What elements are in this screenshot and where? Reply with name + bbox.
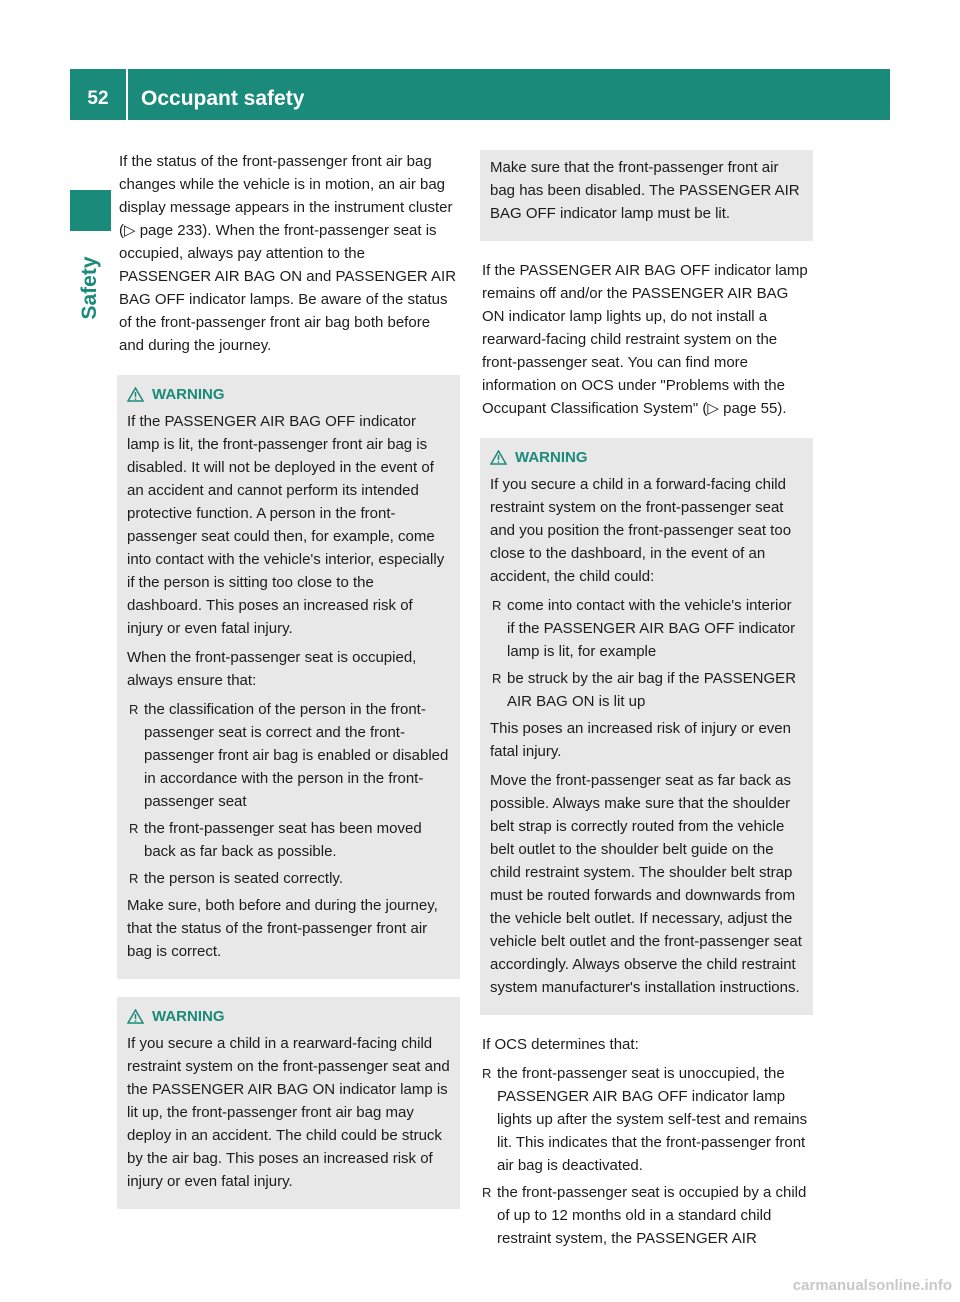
list-item: R the classification of the person in the front-passenger seat is correct and the front-passenger front air bag is enabled or disabled in accordance with the person in the front-passenger seat <box>127 698 450 813</box>
warning-triangle-icon <box>490 450 507 465</box>
warning-title-3: WARNING <box>515 449 588 466</box>
list-item: R come into contact with the vehicle's interior if the PASSENGER AIR BAG OFF indicator lamp is lit, for example <box>490 594 803 663</box>
side-label: Safety <box>78 256 101 320</box>
intro-paragraph: If the status of the front-passenger front air bag changes while the vehicle is in motion, an air bag display message appears in the instrument cluster (▷ page 233). When the front-passenger seat is occupied, always pay attention to the PASSENGER AIR BAG ON and PASSENGER AIR BAG OFF indicator lamps. Be aware of the status of the front-passenger front air bag both before and during the journey. <box>119 153 457 354</box>
warning-heading-1 <box>127 383 450 406</box>
bullet-r-icon: R <box>129 821 139 836</box>
warning-heading-3 <box>490 446 803 469</box>
list-item: R the person is seated correctly. <box>127 867 450 890</box>
warning-triangle-icon <box>127 1009 144 1024</box>
list-item: R the front-passenger seat is occupied by a child of up to 12 months old in a standard child restraint system, the PASSENGER AIR <box>480 1181 813 1250</box>
right-column <box>480 150 813 1254</box>
warning1-para1: If the PASSENGER AIR BAG OFF indicator lamp is lit, the front-passenger front air bag is disabled. It will not be deployed in the event of an accident and cannot perform its intended protective function. A person in the front-passenger seat could then, for example, come into contact with the vehicle's interior, especially if the person is sitting too close to the dashboard. This poses an increased risk of injury or even fatal injury. <box>127 413 445 637</box>
bullet-r-icon: R <box>129 702 139 717</box>
list-item: R be struck by the air bag if the PASSENGER AIR BAG ON is lit up <box>490 667 803 713</box>
bullet-r-icon: R <box>482 1185 492 1200</box>
warning1-para3: Make sure, both before and during the journey, that the status of the front-passenger front air bag is correct. <box>127 897 438 960</box>
warning-box-3 <box>480 438 813 1015</box>
section-title: Occupant safety <box>141 87 305 110</box>
side-tab-marker <box>70 190 111 231</box>
warning3-para3: Move the front-passenger seat as far back as possible. Always make sure that the shoulder belt strap is correctly routed from the vehicle belt outlet to the shoulder belt guide on the child restraint system. The shoulder belt strap must be routed forwards and downwards from the vehicle belt outlet. If necessary, adjust the vehicle belt outlet and the front-passenger seat accordingly. Always observe the child restraint system manufacturer's installation instructions. <box>490 772 802 996</box>
warning-box-1 <box>117 375 460 979</box>
warning-title-1: WARNING <box>152 386 225 403</box>
warning-title-2: WARNING <box>152 1008 225 1025</box>
page-number: 52 <box>87 88 109 109</box>
note-box <box>480 150 813 241</box>
warning3-para2: This poses an increased risk of injury or even fatal injury. <box>490 720 791 760</box>
ocs-paragraph: If the PASSENGER AIR BAG OFF indicator lamp remains off and/or the PASSENGER AIR BAG ON indicator lamp lights up, do not install a rearward-facing child restraint system on the front-passenger seat. You can find more information on OCS under "Problems with the Occupant Classification System" (▷ page 55). <box>482 262 808 417</box>
warning1-para2: When the front-passenger seat is occupied, always ensure that: <box>127 649 417 689</box>
header-separator <box>126 69 128 120</box>
warning-triangle-icon <box>127 387 144 402</box>
bullet-r-icon: R <box>492 598 502 613</box>
warning-heading-2 <box>127 1005 450 1028</box>
bullet-r-icon: R <box>492 671 502 686</box>
bullet-r-icon: R <box>129 871 139 886</box>
bullet-r-icon: R <box>482 1066 492 1081</box>
list-item: R the front-passenger seat has been moved back as far back as possible. <box>127 817 450 863</box>
watermark: carmanualsonline.info <box>792 1277 952 1294</box>
left-column <box>117 150 460 1227</box>
warning1-list <box>127 698 450 890</box>
ocs-list <box>480 1062 813 1250</box>
note-text: Make sure that the front-passenger front air bag has been disabled. The PASSENGER AIR BAG OFF indicator lamp must be lit. <box>490 159 800 222</box>
warning3-list <box>490 594 803 713</box>
warning-box-2 <box>117 997 460 1209</box>
warning3-para1: If you secure a child in a forward-facing child restraint system on the front-passenger seat and you position the front-passenger seat too close to the dashboard, in the event of an accident, the child could: <box>490 476 792 585</box>
warning2-para1: If you secure a child in a rearward-facing child restraint system on the front-passenger seat and the PASSENGER AIR BAG ON indicator lamp is lit up, the front-passenger front air bag may deploy in an accident. The child could be struck by the air bag. This poses an increased risk of injury or even fatal injury. <box>127 1035 450 1190</box>
list-item: R the front-passenger seat is unoccupied, the PASSENGER AIR BAG OFF indicator lamp lights up after the system self-test and remains lit. This indicates that the front-passenger front air bag is deactivated. <box>480 1062 813 1177</box>
ocs-determines-paragraph: If OCS determines that: <box>482 1036 639 1053</box>
